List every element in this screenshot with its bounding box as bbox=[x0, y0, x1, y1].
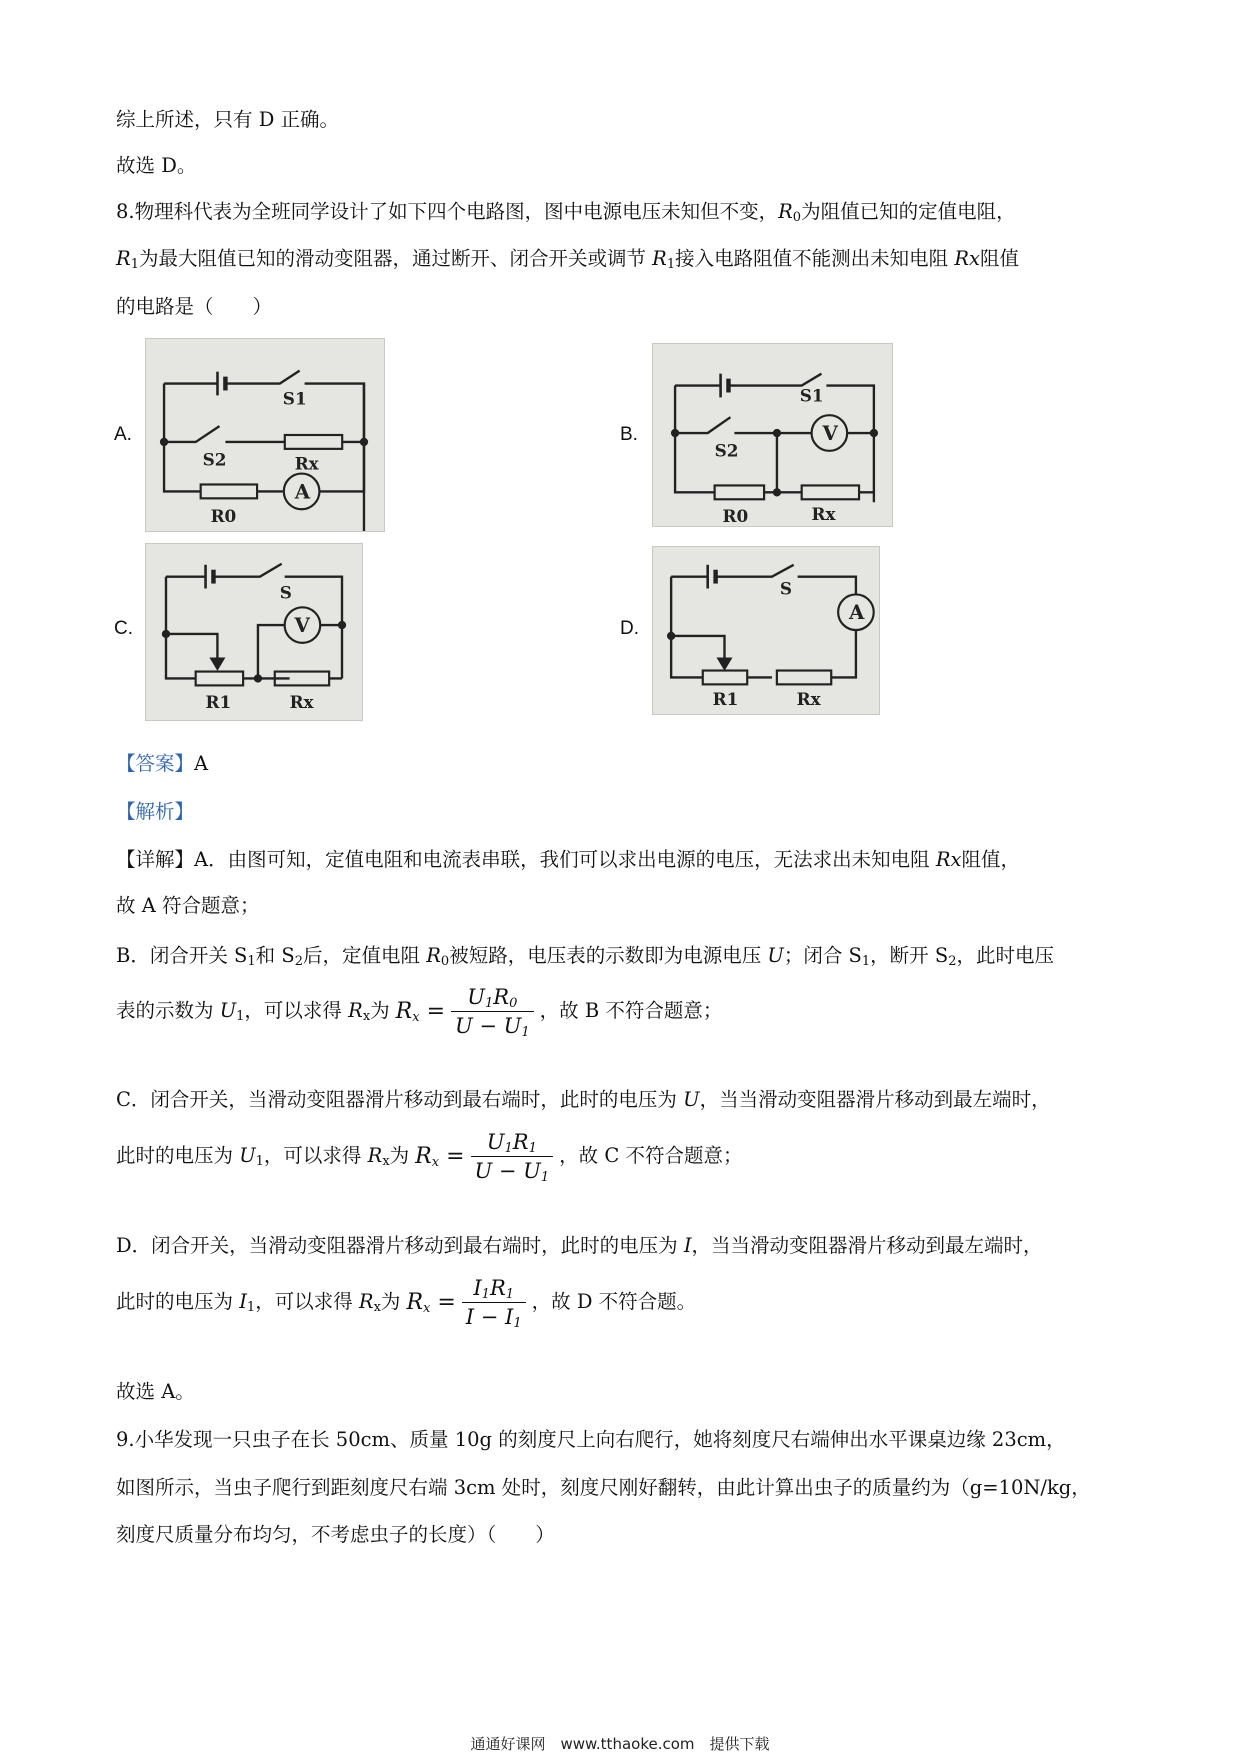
formula-c: $R_x$ = $\frac{U_1R_1}{U - U_1}$ bbox=[415, 1130, 553, 1183]
voltmeter-symbol: V bbox=[822, 420, 838, 445]
detail-c-line2: 此时的电压为 $U_1$，可以求得 $R_x$为 $R_x$ = $\frac{U_1R_1}{U - U_1}$ ，故 C 不符合题意； bbox=[116, 1130, 743, 1185]
final-choice: 故选 A。 bbox=[116, 1380, 195, 1403]
ammeter-symbol: A bbox=[849, 600, 865, 625]
q8-stem-line3: 的电路是（ ） bbox=[116, 295, 273, 318]
resistor-r0-label: R0 bbox=[722, 506, 749, 526]
option-d-label: D. bbox=[620, 618, 639, 639]
voltmeter-symbol: V bbox=[294, 613, 310, 637]
detail-d-line2: 此时的电压为 $I_1$，可以求得 $R_x$为 $R_x$ = $\frac{I_1R_1}{I - I_1}$ ，故 D 不符合题。 bbox=[116, 1276, 697, 1331]
answer-line bbox=[116, 748, 208, 776]
switch-s2-label: S2 bbox=[714, 440, 739, 461]
detail-b-line1: B．闭合开关 $S_1$和 $S_2$后，定值电阻 $R_0$被短路，电压表的示数即为电源电压 U；闭合 $S_1$，断开 $S_2$，此时电压 bbox=[116, 944, 1055, 969]
analysis-tag: 【解析】 bbox=[116, 800, 195, 823]
resistor-rx-label: Rx bbox=[796, 689, 821, 710]
formula-b: $R_x$ = $\frac{U_1R_0}{U - U_1}$ bbox=[396, 985, 534, 1038]
circuit-diagram-b bbox=[652, 343, 893, 527]
detail-b-line2: 表的示数为 $U_1$，可以求得 $R_x$为 $R_x$ = $\frac{U_1R_0}{U - U_1}$ ，故 B 不符合题意； bbox=[116, 985, 723, 1040]
switch-s-label: S bbox=[279, 582, 292, 603]
rheostat-r1-label: R1 bbox=[712, 689, 739, 710]
detail-a-line1: 【详解】A．由图可知，定值电阻和电流表串联，我们可以求出电源的电压，无法求出未知电阻 Rx阻值， bbox=[116, 848, 1021, 871]
option-a-label: A. bbox=[114, 424, 132, 445]
q9-stem-line2: 如图所示，当虫子爬行到距刻度尺右端 3cm 处时，刻度尺刚好翻转，由此计算出虫子的质量约为（g=10N/kg， bbox=[116, 1476, 1091, 1499]
detail-d-line1: D．闭合开关，当滑动变阻器滑片移动到最右端时，此时的电压为 I，当当滑动变阻器滑片移动到最左端时， bbox=[116, 1234, 1043, 1257]
option-b-label: B. bbox=[620, 424, 638, 445]
page-footer: 通通好课网 www.tthaoke.com 提供下载 bbox=[470, 1735, 770, 1753]
switch-s-label: S bbox=[779, 578, 792, 599]
resistor-rx-label: Rx bbox=[289, 692, 314, 713]
q8-stem-line1: 8.物理科代表为全班同学设计了如下四个电路图，图中电源电压未知但不变，$R_0$为阻值已知的定值电阻， bbox=[116, 200, 1016, 225]
detail-tag: 【详解】 bbox=[116, 848, 195, 871]
q9-stem-line1: 9.小华发现一只虫子在长 50cm、质量 10g 的刻度尺上向右爬行，她将刻度尺右端伸出水平课桌边缘 23cm， bbox=[116, 1428, 1066, 1451]
switch-s1-label: S1 bbox=[282, 388, 307, 409]
circuit-diagram-d bbox=[652, 546, 880, 715]
detail-c-line1: C．闭合开关，当滑动变阻器滑片移动到最右端时，此时的电压为 U，当当滑动变阻器滑片移动到最左端时， bbox=[116, 1088, 1051, 1111]
conclusion-choice: 故选 D。 bbox=[116, 154, 197, 177]
q9-stem-line3: 刻度尺质量分布均匀，不考虑虫子的长度）（ ） bbox=[116, 1523, 555, 1546]
formula-d: $R_x$ = $\frac{I_1R_1}{I - I_1}$ bbox=[406, 1276, 525, 1329]
answer-value: A bbox=[194, 752, 209, 775]
answer-tag: 【答案】 bbox=[116, 752, 195, 775]
detail-a-line2: 故 A 符合题意； bbox=[116, 894, 260, 917]
resistor-r0-label: R0 bbox=[210, 506, 237, 527]
ammeter-symbol: A bbox=[294, 479, 311, 504]
option-c-label: C. bbox=[114, 618, 133, 639]
rheostat-r1-label: R1 bbox=[205, 692, 232, 713]
conclusion-summary: 综上所述，只有 D 正确。 bbox=[116, 108, 340, 131]
resistor-rx-label: Rx bbox=[811, 504, 836, 525]
switch-s1-label: S1 bbox=[799, 385, 824, 406]
switch-s2-label: S2 bbox=[202, 449, 227, 470]
circuit-diagram-c bbox=[145, 543, 363, 721]
resistor-rx-label: Rx bbox=[294, 453, 319, 474]
circuit-diagram-a bbox=[145, 338, 385, 532]
q8-stem-line2: $R_1$为最大阻值已知的滑动变阻器，通过断开、闭合开关或调节 $R_1$接入电路阻值不能测出未知电阻 Rx阻值 bbox=[116, 247, 1020, 272]
